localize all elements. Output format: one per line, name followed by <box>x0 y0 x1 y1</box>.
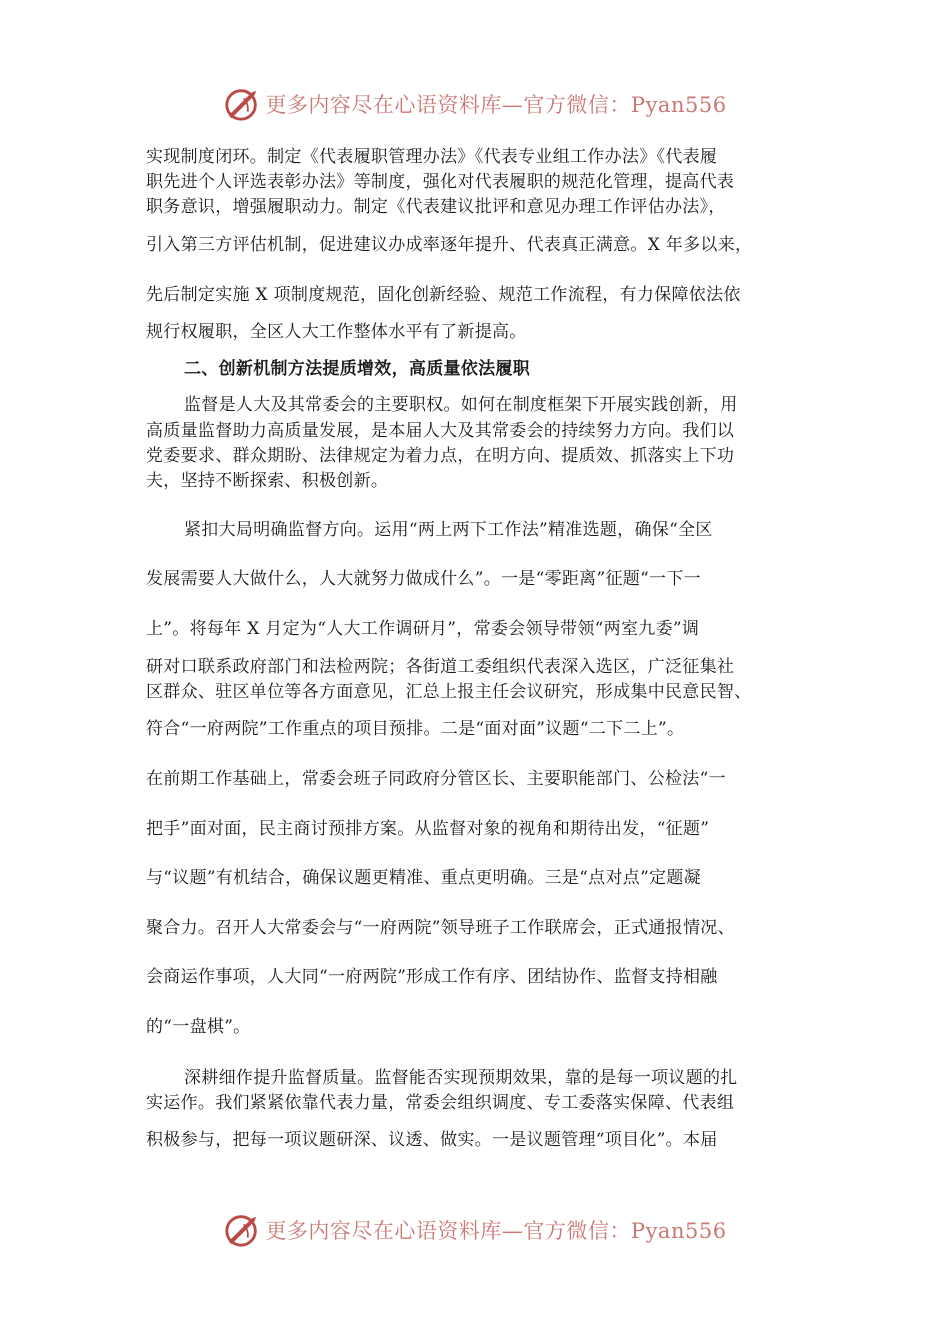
body-line: 实现制度闭环。制定《代表履职管理办法》《代表专业组工作办法》《代表履 <box>146 147 718 167</box>
body-line: 把手”面对面，民主商讨预排方案。从监督对象的视角和期待出发，“征题” <box>146 819 710 839</box>
footer-watermark-banner <box>0 1208 950 1252</box>
body-line: 积极参与，把每一项议题研深、议透、做实。一是议题管理“项目化”。本届 <box>146 1130 718 1150</box>
body-line: 的“一盘棋”。 <box>146 1017 251 1037</box>
header-watermark-banner <box>0 82 950 126</box>
body-line: 紧扣大局明确监督方向。运用“两上两下工作法”精准选题，确保“全区 <box>184 520 713 540</box>
body-line: 符合“一府两院”工作重点的项目预排。二是“面对面”议题“二下二上”。 <box>146 719 685 739</box>
body-line: 职先进个人评选表彰办法》等制度，强化对代表履职的规范化管理，提高代表 <box>146 172 735 192</box>
body-line: 上”。将每年 X 月定为“人大工作调研月”，常委会领导带领“两室九委”调 <box>146 619 700 639</box>
body-line: 先后制定实施 X 项制度规范，固化创新经验、规范工作流程，有力保障依法依 <box>146 285 741 305</box>
body-line: 区群众、驻区单位等各方面意见，汇总上报主任会议研究，形成集中民意民智、 <box>146 682 752 702</box>
footer-watermark-text: 更多内容尽在心语资料库—官方微信：Pyan556 <box>265 1219 727 1243</box>
body-line: 深耕细作提升监督质量。监督能否实现预期效果，靠的是每一项议题的扎 <box>184 1068 738 1088</box>
section-heading: 二、创新机制方法提质增效，高质量依法履职 <box>184 359 530 379</box>
body-line: 聚合力。召开人大常委会与“一府两院”领导班子工作联席会，正式通报情况、 <box>146 918 735 938</box>
pen-logo-icon <box>223 85 261 123</box>
body-line: 研对口联系政府部门和法检两院；各街道工委组织代表深入选区，广泛征集社 <box>146 657 735 677</box>
body-line: 会商运作事项，人大同“一府两院”形成工作有序、团结协作、监督支持相融 <box>146 967 718 987</box>
body-line: 高质量监督助力高质量发展，是本届人大及其常委会的持续努力方向。我们以 <box>146 421 735 441</box>
body-line: 发展需要人大做什么，人大就努力做成什么”。一是“零距离”征题“一下一 <box>146 569 701 589</box>
body-line: 与“议题”有机结合，确保议题更精准、重点更明确。三是“点对点”定题凝 <box>146 868 701 888</box>
body-line: 党委要求、群众期盼、法律规定为着力点，在明方向、提质效、抓落实上下功 <box>146 446 735 466</box>
pen-logo-icon <box>223 1211 261 1249</box>
body-line: 规行权履职，全区人大工作整体水平有了新提高。 <box>146 322 527 342</box>
body-line: 在前期工作基础上，常委会班子同政府分管区长、主要职能部门、公检法“一 <box>146 769 726 789</box>
header-watermark-text: 更多内容尽在心语资料库—官方微信：Pyan556 <box>265 93 727 117</box>
body-line: 实运作。我们紧紧依靠代表力量，常委会组织调度、专工委落实保障、代表组 <box>146 1093 735 1113</box>
body-line: 夫，坚持不断探索、积极创新。 <box>146 471 389 491</box>
body-line: 职务意识，增强履职动力。制定《代表建议批评和意见办理工作评估办法》， <box>146 197 726 217</box>
body-line: 监督是人大及其常委会的主要职权。如何在制度框架下开展实践创新，用 <box>184 395 738 415</box>
body-line: 引入第三方评估机制，促进建议办成率逐年提升、代表真正满意。X 年多以来， <box>146 235 753 255</box>
